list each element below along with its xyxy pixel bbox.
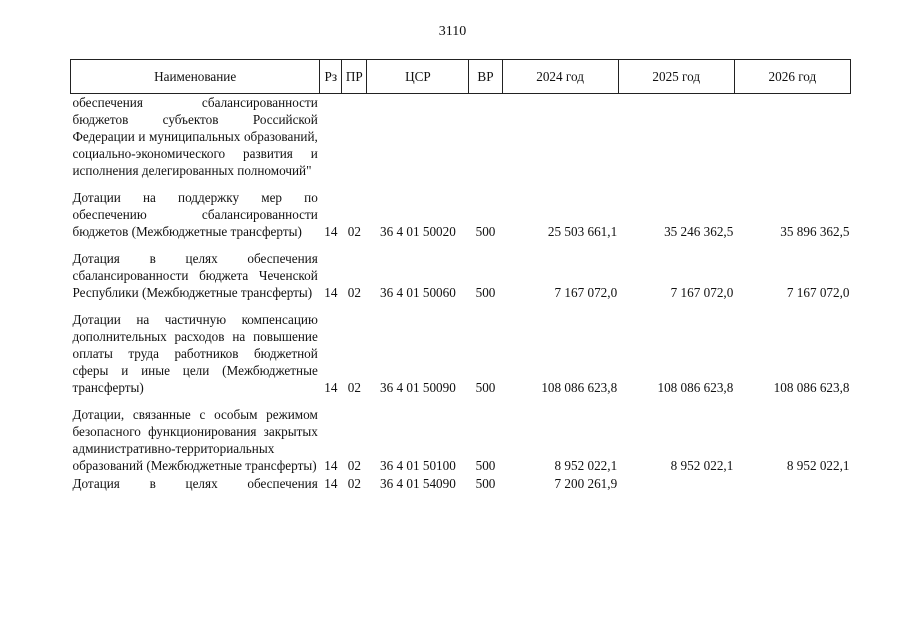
header-csr: ЦСР: [367, 60, 469, 94]
row-amount-2026: [734, 474, 850, 492]
table-row-continuation: [71, 94, 851, 180]
header-year-2025: 2025 год: [618, 60, 734, 94]
row-amount-2024: 7 167 072,0: [554, 285, 618, 300]
row-pr: 02: [347, 380, 361, 395]
row-vr: 500: [475, 476, 496, 491]
header-pr: ПР: [342, 60, 367, 94]
row-amount-2024: 108 086 623,8: [541, 380, 618, 395]
continuation-text: обеспечения сбалансированности бюджетов субъектов Российской Федерации и муниципальных образований, социально-экономического развития и исполнения делегированных полномочий": [72, 95, 318, 178]
row-csr: 36 4 01 50020: [380, 224, 456, 239]
header-rz: Рз: [320, 60, 342, 94]
row-pr: 02: [347, 224, 361, 239]
row-csr: 36 4 01 50100: [380, 458, 456, 473]
table-row: [71, 240, 851, 301]
table-header-row: [71, 60, 851, 94]
row-rz: 14: [324, 476, 338, 491]
row-amount-2025: [618, 474, 734, 492]
row-rz: 14: [324, 458, 338, 473]
row-name: [71, 474, 320, 492]
row-name: Дотации на частичную компенсацию дополнительных расходов на повышение оплаты труда работников бюджетной сферы и иные цели (Межбюджетные трансферты): [72, 312, 318, 395]
row-pr: 02: [347, 458, 361, 473]
table-row: [71, 301, 851, 396]
row-name: Дотация в целях обеспечения сбалансированности бюджета Чеченской Республики (Межбюджетные трансферты): [72, 251, 318, 300]
row-amount-2026: 108 086 623,8: [773, 380, 850, 395]
row-amount-2024: 7 200 261,9: [554, 476, 618, 491]
row-amount-2026: 8 952 022,1: [786, 458, 850, 473]
row-amount-2025: 108 086 623,8: [657, 380, 734, 395]
row-vr: 500: [475, 285, 496, 300]
row-amount-2024: 8 952 022,1: [554, 458, 618, 473]
row-rz: 14: [324, 285, 338, 300]
row-amount-2025: 35 246 362,5: [664, 224, 734, 239]
row-csr: 36 4 01 50060: [380, 285, 456, 300]
row-pr: 02: [347, 476, 361, 491]
header-year-2026: 2026 год: [734, 60, 850, 94]
row-pr: 02: [347, 285, 361, 300]
header-year-2024: 2024 год: [502, 60, 618, 94]
row-name: Дотации на поддержку мер по обеспечению сбалансированности бюджетов (Межбюджетные трансферты): [72, 190, 318, 239]
row-name-text: Дотация в целях обеспечения: [72, 476, 318, 491]
row-amount-2025: 7 167 072,0: [670, 285, 734, 300]
row-vr: 500: [475, 458, 496, 473]
row-amount-2026: 35 896 362,5: [780, 224, 850, 239]
page-number: 3110: [438, 24, 467, 39]
row-vr: 500: [475, 380, 496, 395]
table-row: [71, 474, 851, 492]
header-name: Наименование: [71, 60, 320, 94]
row-vr: 500: [475, 224, 496, 239]
row-csr: 36 4 01 50090: [380, 380, 456, 395]
budget-table: [70, 59, 851, 492]
row-rz: 14: [324, 224, 338, 239]
table-row: [71, 396, 851, 474]
row-rz: 14: [324, 380, 338, 395]
row-amount-2026: 7 167 072,0: [786, 285, 850, 300]
header-vr: ВР: [469, 60, 502, 94]
row-name: Дотации, связанные с особым режимом безопасного функционирования закрытых административно-территориальных образований (Межбюджетные трансферты): [72, 407, 318, 473]
row-csr: 36 4 01 54090: [380, 476, 456, 491]
row-amount-2024: 25 503 661,1: [547, 224, 618, 239]
row-amount-2025: 8 952 022,1: [670, 458, 734, 473]
table-row: [71, 179, 851, 240]
